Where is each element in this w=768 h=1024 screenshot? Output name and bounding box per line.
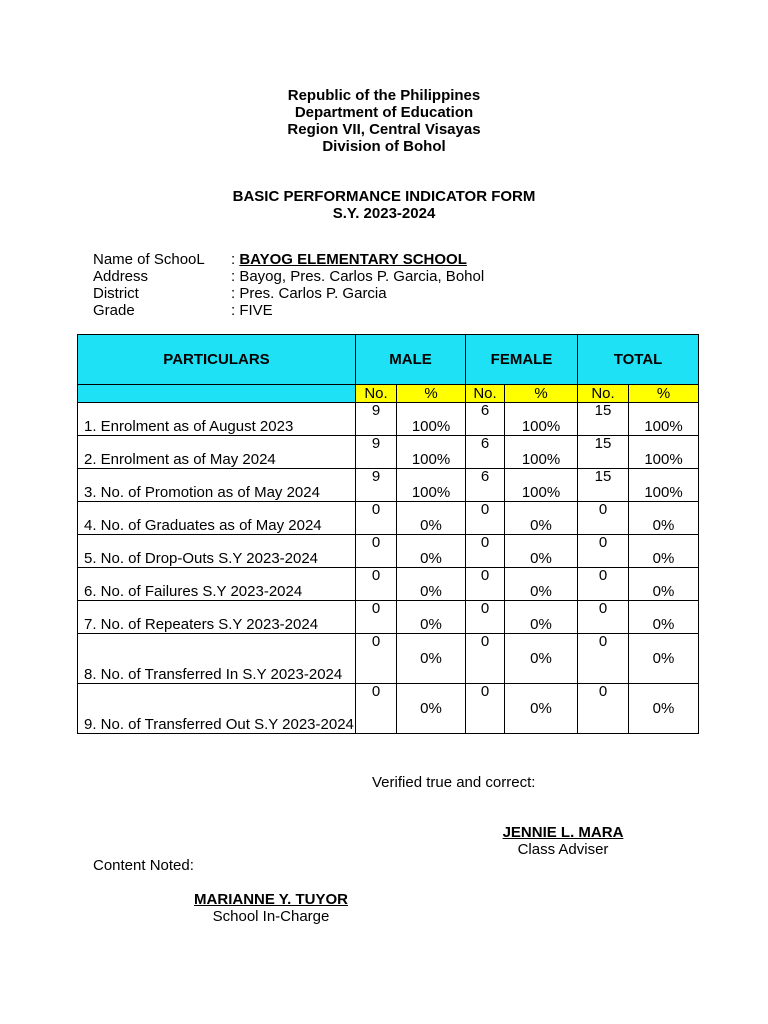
table-row: [78, 469, 699, 502]
male-no-cell: 9: [356, 403, 397, 436]
table-row: [78, 436, 699, 469]
total-pct-header: %: [629, 385, 699, 403]
male-pct-cell: 0%: [397, 601, 466, 634]
header-division: Division of Bohol: [322, 138, 446, 155]
row-label: 7. No. of Repeaters S.Y 2023-2024: [78, 601, 356, 634]
female-no-cell: 6: [466, 436, 505, 469]
female-pct-cell: 0%: [505, 684, 578, 734]
male-pct-cell: 0%: [397, 535, 466, 568]
female-pct-cell: 0%: [505, 502, 578, 535]
particulars-subheader: [78, 385, 356, 403]
total-header: TOTAL: [578, 335, 699, 385]
female-no-cell: 0: [466, 502, 505, 535]
total-no-cell: 15: [578, 469, 629, 502]
male-no-cell: 9: [356, 436, 397, 469]
female-pct-cell: 0%: [505, 601, 578, 634]
female-no-cell: 0: [466, 601, 505, 634]
grade-label: Grade: [93, 302, 135, 319]
school-year: S.Y. 2023-2024: [332, 205, 436, 222]
female-header: FEMALE: [466, 335, 578, 385]
row-label: 1. Enrolment as of August 2023: [78, 403, 356, 436]
female-no-cell: 0: [466, 684, 505, 734]
female-pct-cell: 100%: [505, 469, 578, 502]
female-pct-cell: 0%: [505, 535, 578, 568]
district-row: [93, 285, 484, 302]
female-pct-cell: 100%: [505, 403, 578, 436]
row-label: 8. No. of Transferred In S.Y 2023-2024: [78, 634, 356, 684]
total-pct-cell: 100%: [629, 436, 699, 469]
incharge-name: MARIANNE Y. TUYOR: [194, 891, 348, 908]
row-label: 2. Enrolment as of May 2024: [78, 436, 356, 469]
male-no-cell: 0: [356, 601, 397, 634]
header-region: Region VII, Central Visayas: [287, 121, 481, 138]
table-row: [78, 502, 699, 535]
adviser-name: JENNIE L. MARA: [502, 824, 624, 841]
male-no-cell: 9: [356, 469, 397, 502]
incharge-role: School In-Charge: [212, 908, 330, 925]
total-pct-cell: 100%: [629, 403, 699, 436]
female-no-cell: 0: [466, 634, 505, 684]
colon: :: [231, 251, 240, 268]
school-name-row: [93, 251, 484, 268]
female-no-cell: 0: [466, 568, 505, 601]
table-row: [78, 601, 699, 634]
total-pct-cell: 100%: [629, 469, 699, 502]
table-row: [78, 568, 699, 601]
incharge-signature: [186, 891, 356, 925]
male-pct-cell: 0%: [397, 634, 466, 684]
row-label: 3. No. of Promotion as of May 2024: [78, 469, 356, 502]
total-no-cell: 15: [578, 403, 629, 436]
total-no-cell: 15: [578, 436, 629, 469]
total-no-cell: 0: [578, 601, 629, 634]
row-label: 4. No. of Graduates as of May 2024: [78, 502, 356, 535]
total-no-cell: 0: [578, 634, 629, 684]
table-row: [78, 684, 699, 734]
total-no-cell: 0: [578, 502, 629, 535]
total-no-header: No.: [578, 385, 629, 403]
header-republic: Republic of the Philippines: [287, 87, 481, 104]
female-pct-header: %: [505, 385, 578, 403]
particulars-header: PARTICULARS: [78, 335, 356, 385]
form-title: BASIC PERFORMANCE INDICATOR FORM: [232, 188, 536, 205]
male-no-cell: 0: [356, 568, 397, 601]
total-no-cell: 0: [578, 568, 629, 601]
school-name-label: Name of SchooL: [93, 251, 205, 268]
address-label: Address: [93, 268, 149, 285]
female-pct-cell: 0%: [505, 568, 578, 601]
male-no-cell: 0: [356, 502, 397, 535]
male-pct-header: %: [397, 385, 466, 403]
total-pct-cell: 0%: [629, 535, 699, 568]
female-pct-cell: 0%: [505, 634, 578, 684]
address-value: : Bayog, Pres. Carlos P. Garcia, Bohol: [231, 268, 485, 285]
total-pct-cell: 0%: [629, 502, 699, 535]
male-no-cell: 0: [356, 634, 397, 684]
male-no-cell: 0: [356, 684, 397, 734]
row-label: 6. No. of Failures S.Y 2023-2024: [78, 568, 356, 601]
male-header: MALE: [356, 335, 466, 385]
male-pct-cell: 0%: [397, 568, 466, 601]
district-label: District: [93, 285, 139, 302]
total-pct-cell: 0%: [629, 634, 699, 684]
adviser-role: Class Adviser: [517, 841, 609, 858]
total-no-cell: 0: [578, 684, 629, 734]
school-info: [93, 251, 484, 319]
female-no-cell: 6: [466, 469, 505, 502]
table-row: [78, 403, 699, 436]
female-pct-cell: 100%: [505, 436, 578, 469]
row-label: 5. No. of Drop-Outs S.Y 2023-2024: [78, 535, 356, 568]
address-row: [93, 268, 484, 285]
grade-row: [93, 302, 484, 319]
female-no-cell: 0: [466, 535, 505, 568]
table-row: [78, 535, 699, 568]
total-pct-cell: 0%: [629, 684, 699, 734]
male-pct-cell: 0%: [397, 684, 466, 734]
male-no-header: No.: [356, 385, 397, 403]
total-pct-cell: 0%: [629, 601, 699, 634]
content-noted-text: Content Noted:: [93, 857, 194, 874]
table-row: [78, 634, 699, 684]
district-value: : Pres. Carlos P. Garcia: [231, 285, 387, 302]
form-title-block: [0, 188, 768, 222]
male-pct-cell: 0%: [397, 502, 466, 535]
total-pct-cell: 0%: [629, 568, 699, 601]
document-header: [0, 87, 768, 155]
male-pct-cell: 100%: [397, 436, 466, 469]
header-department: Department of Education: [294, 104, 474, 121]
total-no-cell: 0: [578, 535, 629, 568]
male-no-cell: 0: [356, 535, 397, 568]
performance-table: [77, 334, 699, 734]
female-no-cell: 6: [466, 403, 505, 436]
school-name-value: BAYOG ELEMENTARY SCHOOL: [239, 251, 467, 268]
male-pct-cell: 100%: [397, 469, 466, 502]
verified-text: Verified true and correct:: [372, 774, 536, 791]
adviser-signature: [498, 824, 628, 858]
grade-value: : FIVE: [231, 302, 273, 319]
female-no-header: No.: [466, 385, 505, 403]
row-label: 9. No. of Transferred Out S.Y 2023-2024: [78, 684, 356, 734]
male-pct-cell: 100%: [397, 403, 466, 436]
